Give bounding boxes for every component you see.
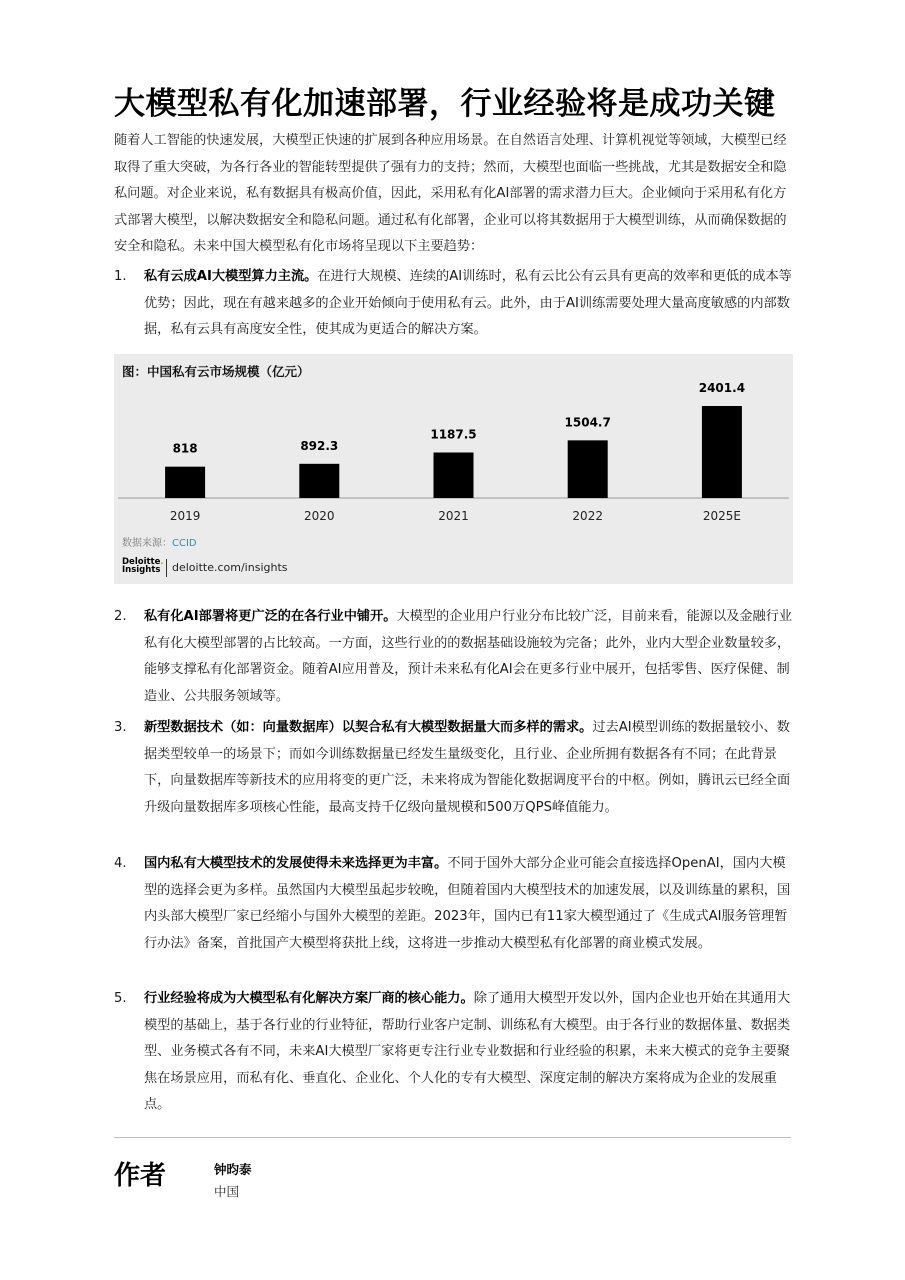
page-title: 大模型私有化加速部署，行业经验将是成功关键 <box>114 86 776 122</box>
list-item-number: 3. <box>114 720 127 735</box>
source-label: 数据来源： <box>122 538 172 549</box>
chart-title: 图：中国私有云市场规模（亿元） <box>122 364 310 379</box>
list-item-body: 大模型的企业用户行业分布比较广泛，目前来看，能源以及金融行业私有化大模型部署的占比较高。一方面，这些行业的的数据基础设施较为完备；此外，业内大型企业数量较多，能够支撑私有化部署资金。随着AI应用普及，预计未来私有化AI会在更多行业中展开，包括零售、医疗保健、制造业、公共服务领域等。 <box>144 609 793 704</box>
author-location: 中国 <box>214 1184 240 1199</box>
list-item-text <box>144 715 794 821</box>
list-item-text <box>144 851 794 957</box>
list-item-heading: 国内私有大模型技术的发展使得未来选择更为丰富。 <box>144 856 448 871</box>
bar-2019 <box>165 467 205 498</box>
data-label: 892.3 <box>300 438 339 453</box>
chart-source <box>122 534 197 549</box>
bar-2021 <box>434 453 474 498</box>
list-item-number: 2. <box>114 609 127 624</box>
x-tick-label: 2021 <box>438 509 469 523</box>
list-item-body: 在进行大规模、连续的AI训练时，私有云比公有云具有更高的效率和更低的成本等优势；因此，现在有越来越多的企业开始倾向于使用私有云。此外，由于AI训练需要处理大量高度敏感的内部数据，私有云具有高度安全性，使其成为更适合的解决方案。 <box>144 269 792 337</box>
x-tick-label: 2022 <box>572 509 603 523</box>
list-item-heading: 私有云成AI大模型算力主流。 <box>144 269 318 284</box>
list-item-heading: 新型数据技术（如：向量数据库）以契合私有大模型数据量大而多样的需求。 <box>144 720 593 735</box>
data-label: 1187.5 <box>430 427 477 442</box>
list-item-number: 1. <box>114 269 127 284</box>
list-item-body: 不同于国外大部分企业可能会直接选择OpenAI，国内大模型的选择会更为多样。虽然国内大模型虽起步较晚，但随着国内大模型技术的加速发展，以及训练量的累积，国内头部大模型厂家已经缩小与国外大模型的差距。2023年，国内已有11家大模型通过了《生成式AI服务管理暂行办法》备案，首批国产大模型将获批上线，这将进一步推动大模型私有化部署的商业模式发展。 <box>144 856 791 951</box>
bar-2025E <box>702 406 742 498</box>
author-name: 钟昀泰 <box>214 1162 252 1177</box>
x-tick-label: 2020 <box>304 509 335 523</box>
x-tick-label: 2025E <box>702 509 741 523</box>
list-item-number: 4. <box>114 856 127 871</box>
market-size-chart <box>114 354 793 584</box>
list-item-heading: 行业经验将成为大模型私有化解决方案厂商的核心能力。 <box>144 991 474 1006</box>
brand-divider <box>166 559 167 577</box>
list-item-text <box>144 986 794 1119</box>
data-label: 1504.7 <box>564 415 611 430</box>
list-item-text <box>144 604 794 710</box>
list-item-body: 过去AI模型训练的数据量较小、数据类型较单一的场景下；而如今训练数据量已经发生量级变化，且行业、企业所拥有数据各有不同；在此背景下，向量数据库等新技术的应用将变的更广泛，未来将成为智能化数据调度平台的中枢。例如，腾讯云已经全面升级向量数据库多项核心性能，最高支持千亿级向量规模和500万QPS峰值能力。 <box>144 720 791 815</box>
list-item-heading: 私有化AI部署将更广泛的在各行业中铺开。 <box>144 609 397 624</box>
author-heading: 作者 <box>114 1161 167 1191</box>
list-item-body: 除了通用大模型开发以外，国内企业也开始在其通用大模型的基础上，基于各行业的行业特征，帮助行业客户定制、训练私有大模型。由于各行业的数据体量、数据类型、业务模式各有不同，未来AI大模型厂家将更专注行业专业数据和行业经验的积累，未来大模式的竞争主要聚焦在场景应用，而私有化、垂直化、企业化、个人化的专有大模型、深度定制的解决方案将成为企业的发展重点。 <box>144 991 791 1112</box>
data-label: 818 <box>172 441 198 456</box>
list-item-number: 5. <box>114 991 127 1006</box>
section-divider <box>114 1137 791 1138</box>
chart-plot <box>114 354 793 584</box>
intro-paragraph: 随着人工智能的快速发展，大模型正快速的扩展到各种应用场景。在自然语言处理、计算机视觉等领域，大模型已经取得了重大突破，为各行各业的智能转型提供了强有力的支持；然而，大模型也面临一些挑战，尤其是数据安全和隐私问题。对企业来说，私有数据具有极高价值，因此，采用私有化AI部署的需求潜力巨大。企业倾向于采用私有化方式部署大模型，以解决数据安全和隐私问题。通过私有化部署，企业可以将其数据用于大模型训练，从而确保数据的安全和隐私。未来中国大模型私有化市场将呈现以下主要趋势： <box>114 133 787 254</box>
bar-2020 <box>299 464 339 498</box>
x-tick-label: 2019 <box>169 509 201 523</box>
source-link[interactable]: CCID <box>172 538 197 549</box>
list-item-text <box>144 264 794 344</box>
brand-url[interactable]: deloitte.com/insights <box>172 561 288 574</box>
deloitte-insights-logo: Deloitte. Insights <box>122 557 164 575</box>
bar-2022 <box>568 440 608 498</box>
data-label: 2401.4 <box>698 381 746 395</box>
